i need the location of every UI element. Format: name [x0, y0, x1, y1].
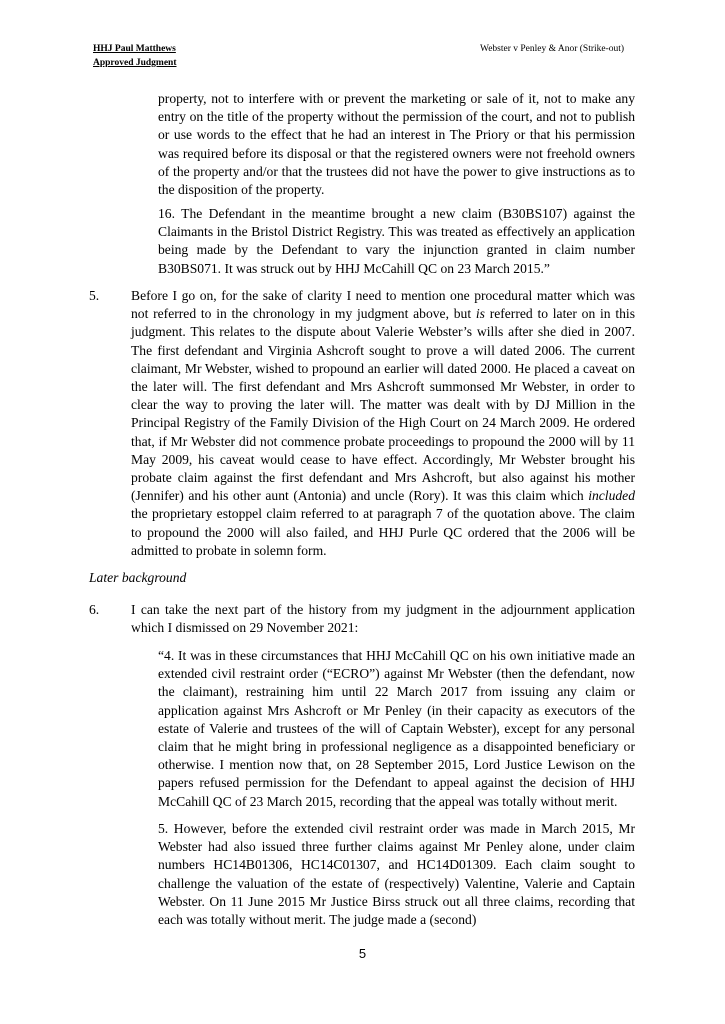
quote-paragraph-5: 5. However, before the extended civil restraint order was made in March 2015, Mr Webster had also issued three further claims against Mr Penley alone, under claim numbers HC14B01306, HC14C01307, and HC14D01309. Each claim sought to challenge the valuation of the estate of (respectively) Valentine, Valerie and Captain Webster. On 11 June 2015 Mr Justice Birss struck out all three claims, recording that each was totally without merit. The judge made a (second) [158, 821, 635, 928]
paragraph-6: I can take the next part of the history from my judgment in the adjournment application which I dismissed on 29 November 2021: [131, 602, 635, 636]
paragraph-6-number: 6. [89, 602, 100, 617]
paragraph-5-number: 5. [89, 288, 100, 303]
paragraph-5-text-b: referred to later on in this judgment. This relates to the dispute about Valerie Webster’s wills after she died in 2007. The first defendant and Virginia Ashcroft sought to prove a will dated 2006. The current claimant, Mr Webster, wished to propound an earlier will dated 2000. He placed a caveat on the later will. The first defendant and Mrs Ashcroft summonsed Mr Webster, in order to clear the way to proving the later will. The matter was dealt with by DJ Million in the Principal Registry of the Family Division of the High Court on 24 March 2009. He ordered that, if Mr Webster did not commence probate proceedings to propound the 2000 will by 11 May 2009, his caveat would cease to have effect. Accordingly, Mr Webster brought his probate claim against the first defendant and Mrs Ashcroft, but also against his mother (Jennifer) and his other aunt (Antonia) and uncle (Rory). It was this claim which [131, 306, 635, 504]
page-number: 5 [358, 946, 367, 961]
judge-name: HHJ Paul Matthews [93, 44, 176, 54]
judgment-status: Approved Judgment [93, 58, 177, 68]
header-left [93, 42, 177, 70]
paragraph-5-text-a: Before I go on, for the sake of clarity I need to mention one procedural matter which was not referred to in the chronology in my judgment above, but [131, 288, 635, 322]
subheading-later-background: Later background [89, 570, 187, 585]
quote-continuation: property, not to interfere with or prevent the marketing or sale of it, not to make any entry on the title of the property without the permission of the court, and not to publish or use words to the effect that he had an interest in The Priory or that his permission was required before its disposal or that the registered owners were not freehold owners of the property and/or that the trustees did not have the power to give instructions as to the disposition of the property. [158, 91, 635, 198]
quote-paragraph-4: “4. It was in these circumstances that HHJ McCahill QC on his own initiative made an extended civil restraint order (“ECRO”) against Mr Webster (then the defendant, now the claimant), restraining him until 22 March 2017 from issuing any claim or application against Mrs Ashcroft or Mr Penley (in their capacity as executors of the estate of Valerie and trustees of the will of Captain Webster), except for any personal claim that he might bring in professional negligence as a disappointed beneficiary or otherwise. I mention now that, on 28 September 2015, Lord Justice Lewison on the papers refused permission for the Defendant to appeal against the decision of HHJ McCahill QC of 23 March 2015, recording that the appeal was totally without merit. [158, 648, 635, 809]
paragraph-5-emphasis-included: included [588, 488, 635, 504]
paragraph-5-emphasis-is: is [475, 306, 485, 322]
case-title: Webster v Penley & Anor (Strike-out) [480, 44, 625, 54]
quote-paragraph-16: 16. The Defendant in the meantime brought a new claim (B30BS107) against the Claimants in the Bristol District Registry. This was treated as effectively an application being made by the Defendant to vary the injunction granted in claim number B30BS071. It was struck out by HHJ McCahill QC on 23 March 2015.” [158, 206, 635, 276]
paragraph-5-text-c: the proprietary estoppel claim referred to at paragraph 7 of the quotation above. The claim to propound the 2000 will also failed, and HHJ Purle QC ordered that the 2006 will be admitted to probate in solemn form. [131, 506, 635, 558]
paragraph-5 [131, 287, 635, 560]
